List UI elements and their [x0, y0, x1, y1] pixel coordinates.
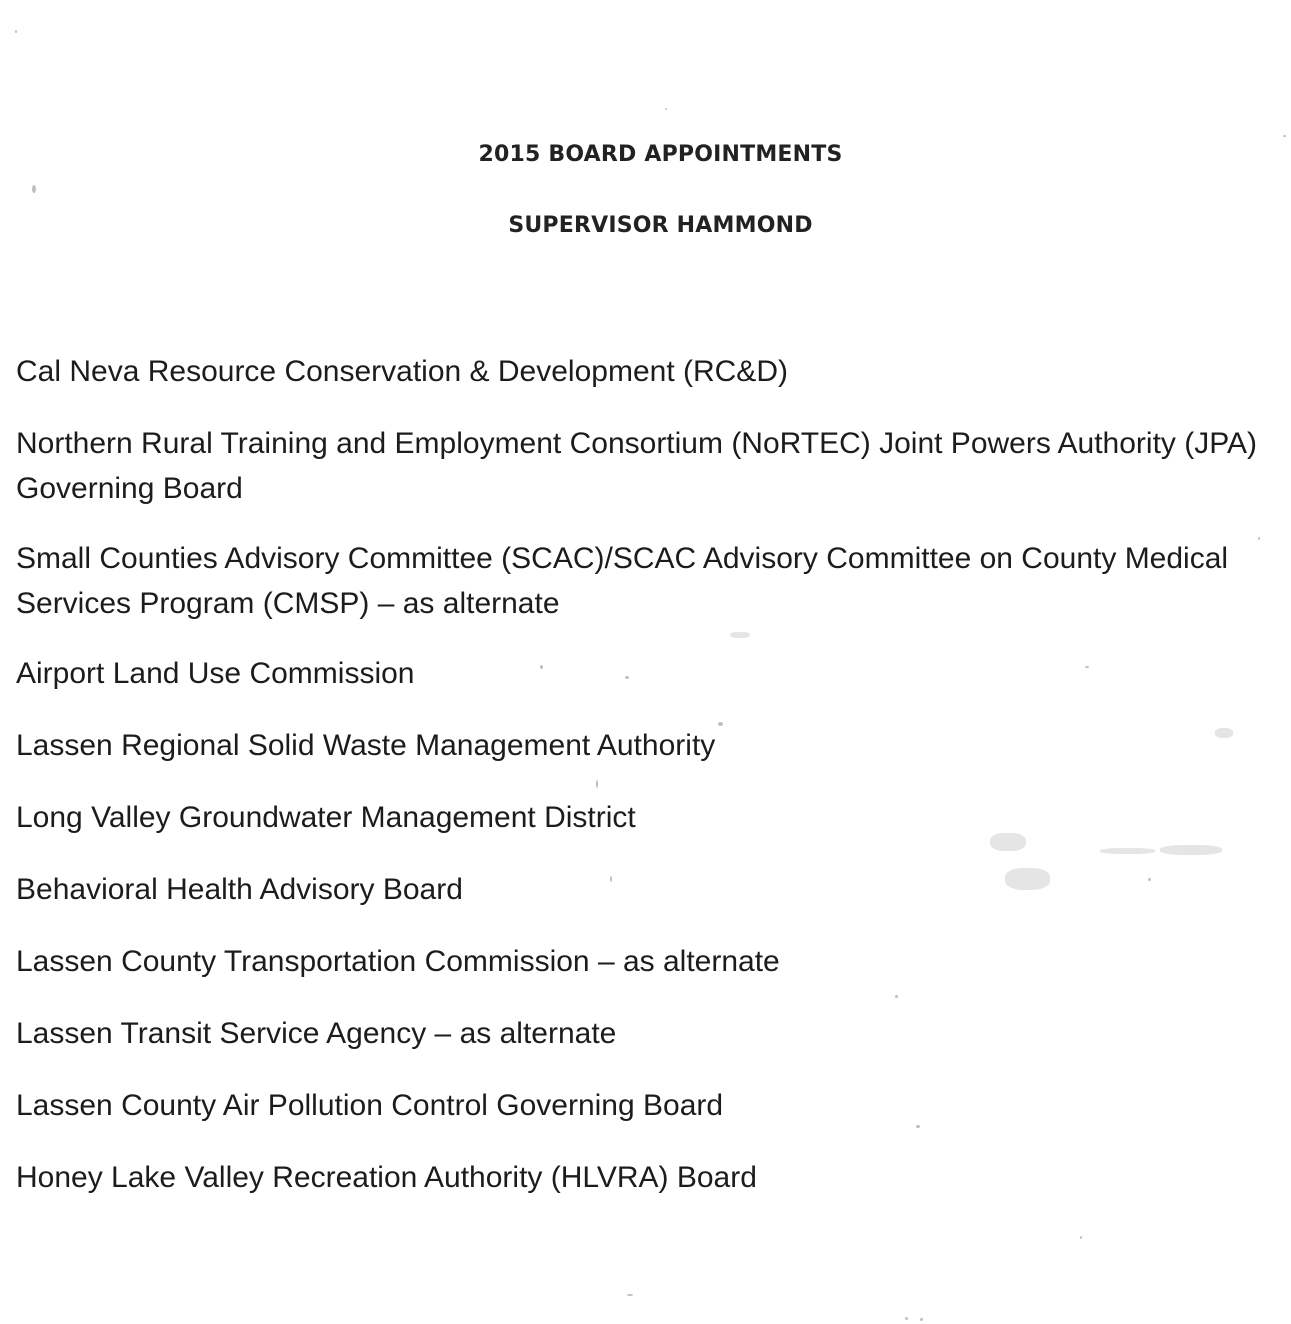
appointment-item: Cal Neva Resource Conservation & Development (RC&D): [16, 355, 788, 388]
scan-speck: [1085, 666, 1089, 668]
appointment-list: [16, 349, 1278, 1227]
document-title: 2015 BOARD APPOINTMENTS: [478, 142, 843, 167]
scan-smudge: [1005, 868, 1050, 890]
appointment-item: Lassen Transit Service Agency – as alternate: [16, 1017, 617, 1050]
appointment-item: Long Valley Groundwater Management District: [16, 801, 636, 834]
appointment-item: Behavioral Health Advisory Board: [16, 873, 463, 906]
appointment-item: Lassen County Air Pollution Control Governing Board: [16, 1089, 724, 1122]
scan-smudge: [730, 632, 750, 638]
appointment-item: Small Counties Advisory Committee (SCAC)/SCAC Advisory Committee on County Medical Services Program (CMSP) – as alternate: [16, 542, 1229, 620]
scan-speck: [540, 665, 543, 669]
appointment-item: Honey Lake Valley Recreation Authority (HLVRA) Board: [16, 1161, 757, 1194]
appointment-item: Northern Rural Training and Employment Consortium (NoRTEC) Joint Powers Authority (JPA) Governing Board: [16, 427, 1258, 505]
scan-speck: [718, 722, 723, 726]
scan-speck: [920, 1318, 923, 1321]
scan-speck: [665, 108, 667, 110]
scan-speck: [32, 185, 36, 193]
scan-speck: [627, 1294, 633, 1296]
document-subtitle: SUPERVISOR HAMMOND: [508, 213, 813, 238]
scan-speck: [625, 676, 629, 679]
scan-smudge: [1160, 845, 1222, 855]
scan-speck: [916, 1125, 920, 1128]
scan-speck: [1080, 1236, 1082, 1239]
scan-speck: [1148, 878, 1151, 881]
scan-speck: [1258, 537, 1260, 540]
scan-speck: [15, 30, 17, 33]
scan-speck: [1283, 135, 1286, 137]
scan-smudge: [1215, 728, 1233, 738]
appointment-item: Airport Land Use Commission: [16, 657, 415, 690]
scan-speck: [895, 995, 898, 998]
scan-speck: [596, 780, 598, 788]
scan-smudge: [990, 833, 1026, 851]
scan-smudge: [1100, 848, 1155, 854]
appointment-item: Lassen County Transportation Commission – as alternate: [16, 945, 780, 978]
appointment-item: Lassen Regional Solid Waste Management Authority: [16, 729, 716, 762]
scan-speck: [610, 876, 612, 882]
scan-speck: [905, 1317, 908, 1320]
